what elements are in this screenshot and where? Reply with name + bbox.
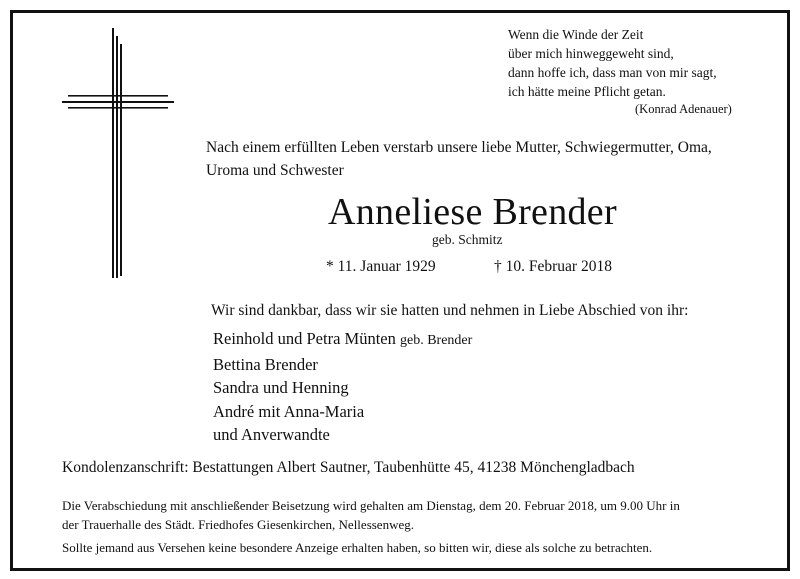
quote-line: ich hätte meine Pflicht getan. bbox=[508, 84, 666, 99]
family-member-name: Reinhold und Petra Münten bbox=[213, 329, 396, 348]
ceremony-line: der Trauerhalle des Städt. Friedhofes Giesenkirchen, Nellessenweg. bbox=[62, 517, 414, 532]
family-member: Sandra und Henning bbox=[213, 378, 349, 397]
quote-line: über mich hinweggeweht sind, bbox=[508, 46, 674, 61]
quote bbox=[508, 25, 717, 101]
birth-date: * 11. Januar 1929 bbox=[326, 258, 436, 275]
quote-author: (Konrad Adenauer) bbox=[635, 102, 732, 116]
intro-text bbox=[206, 136, 712, 182]
deceased-name: Anneliese Brender bbox=[328, 191, 617, 233]
closing-note: Sollte jemand aus Versehen keine besondere Anzeige erhalten haben, so bitten wir, diese als solche zu betrachten. bbox=[62, 540, 653, 555]
intro-line: Uroma und Schwester bbox=[206, 162, 344, 179]
ceremony-line: Die Verabschiedung mit anschließender Beisetzung wird gehalten am Dienstag, dem 20. Februar 2018, um 9.00 Uhr in bbox=[62, 498, 680, 513]
intro-line: Nach einem erfüllten Leben verstarb unsere liebe Mutter, Schwiegermutter, Oma, bbox=[206, 139, 712, 156]
thanks-text: Wir sind dankbar, dass wir sie hatten und nehmen in Liebe Abschied von ihr: bbox=[211, 302, 689, 319]
condolence-address: Kondolenzanschrift: Bestattungen Albert Sautner, Taubenhütte 45, 41238 Mönchengladbach bbox=[62, 459, 635, 476]
family-list bbox=[213, 327, 472, 447]
family-member-birth-name: geb. Brender bbox=[399, 333, 473, 348]
cross-icon bbox=[60, 28, 176, 280]
family-member: Bettina Brender bbox=[213, 354, 318, 374]
ceremony-notice bbox=[62, 496, 680, 534]
death-date: † 10. Februar 2018 bbox=[494, 258, 612, 275]
quote-line: Wenn die Winde der Zeit bbox=[508, 27, 644, 42]
family-member: und Anverwandte bbox=[213, 425, 330, 444]
quote-line: dann hoffe ich, dass man von mir sagt, bbox=[508, 65, 717, 80]
family-member: André mit Anna-Maria bbox=[213, 401, 365, 421]
family-member bbox=[213, 327, 472, 353]
birth-name: geb. Schmitz bbox=[432, 232, 503, 247]
